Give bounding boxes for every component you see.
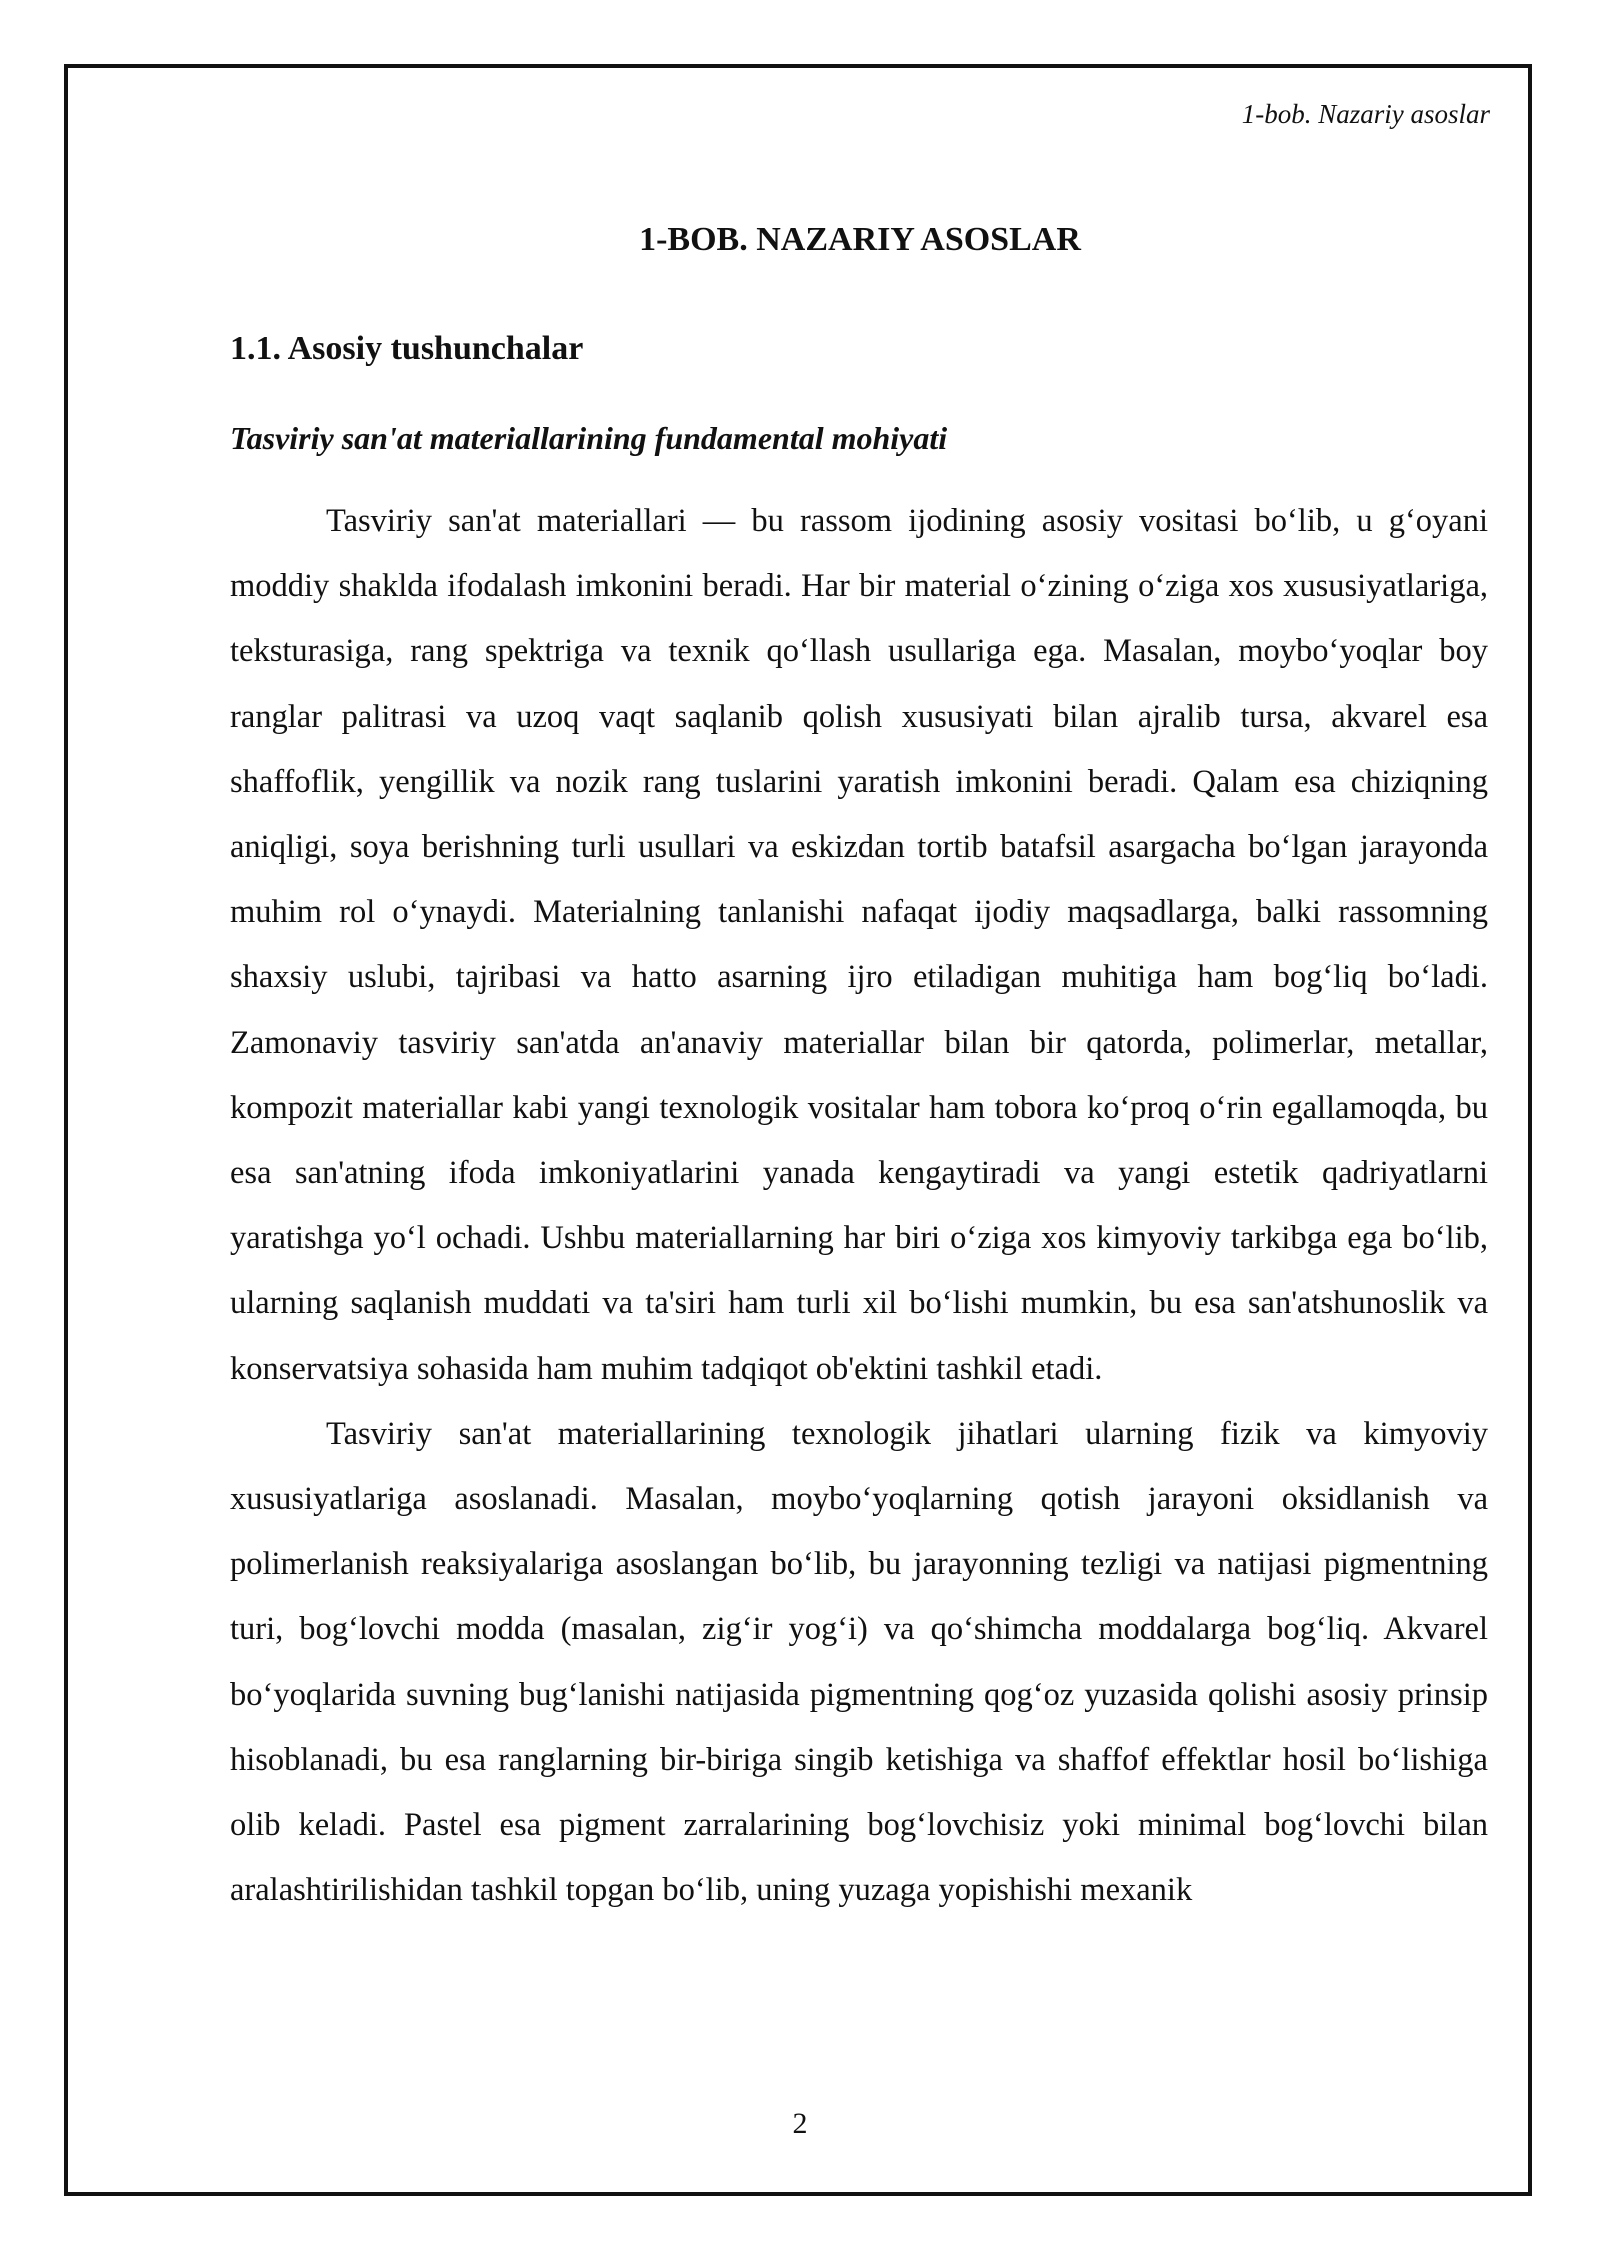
chapter-title: 1-BOB. NAZARIY ASOSLAR [639, 221, 1081, 258]
page-number: 2 [792, 2107, 808, 2140]
paragraph-2: Tasviriy san'at materiallarining texnologik jihatlari ularning fizik va kimyoviy xususiyatlariga asoslanadi. Masalan, moybo‘yoqlarning qotish jarayoni oksidlanish va polimerlanish reaksiyalariga asoslangan bo‘lib, bu jarayonning tezligi va natijasi pigmentning turi, bog‘lovchi modda (masalan, zig‘ir yog‘i) va qo‘shimcha moddalarga bog‘liq. Akvarel bo‘yoqlarida suvning bug‘lanishi natijasida pigmentning qog‘oz yuzasida qolishi asosiy prinsip hisoblanadi, bu esa ranglarning bir-biriga singib ketishiga va shaffof effektlar hosil bo‘lishiga olib keladi. Pastel esa pigment zarralarining bog‘lovchisiz yoki minimal bog‘lovchi bilan aralashtirilishidan tashkil topgan bo‘lib, uning yuzaga yopishishi mexanik [230, 1415, 1488, 1909]
running-header: 1-bob. Nazariy asoslar [1241, 99, 1490, 129]
section-title: 1.1. Asosiy tushunchalar [230, 330, 584, 367]
subsection-title: Tasviriy san'at materiallarining fundamental mohiyati [230, 420, 948, 456]
paragraph-1: Tasviriy san'at materiallari — bu rassom ijodining asosiy vositasi bo‘lib, u g‘oyani moddiy shaklda ifodalash imkonini beradi. Har bir material o‘zining o‘ziga xos xususiyatlariga, teksturasiga, rang spektriga va texnik qo‘llash usullariga ega. Masalan, moybo‘yoqlar boy ranglar palitrasi va uzoq vaqt saqlanib qolish xususiyati bilan ajralib tursa, akvarel esa shaffoflik, yengillik va nozik rang tuslarini yaratish imkonini beradi. Qalam esa chiziqning aniqligi, soya berishning turli usullari va eskizdan tortib batafsil asargacha bo‘lgan jarayonda muhim rol o‘ynaydi. Materialning tanlanishi nafaqat ijodiy maqsadlarga, balki rassomning shaxsiy uslubi, tajribasi va hatto asarning ijro etiladigan muhitiga ham bog‘liq bo‘ladi. Zamonaviy tasviriy san'atda an'anaviy materiallar bilan bir qatorda, polimerlar, metallar, kompozit materiallar kabi yangi texnologik vositalar ham tobora ko‘proq o‘rin egallamoqda, bu esa san'atning ifoda imkoniyatlarini yanada kengaytiradi va yangi estetik qadriyatlarni yaratishga yo‘l ochadi. Ushbu materiallarning har biri o‘ziga xos kimyoviy tarkibga ega bo‘lib, ularning saqlanish muddati va ta'siri ham turli xil bo‘lishi mumkin, bu esa san'atshunoslik va konservatsiya sohasida ham muhim tadqiqot ob'ektini tashkil etadi. [230, 503, 1488, 1387]
body-text [230, 489, 1488, 1923]
